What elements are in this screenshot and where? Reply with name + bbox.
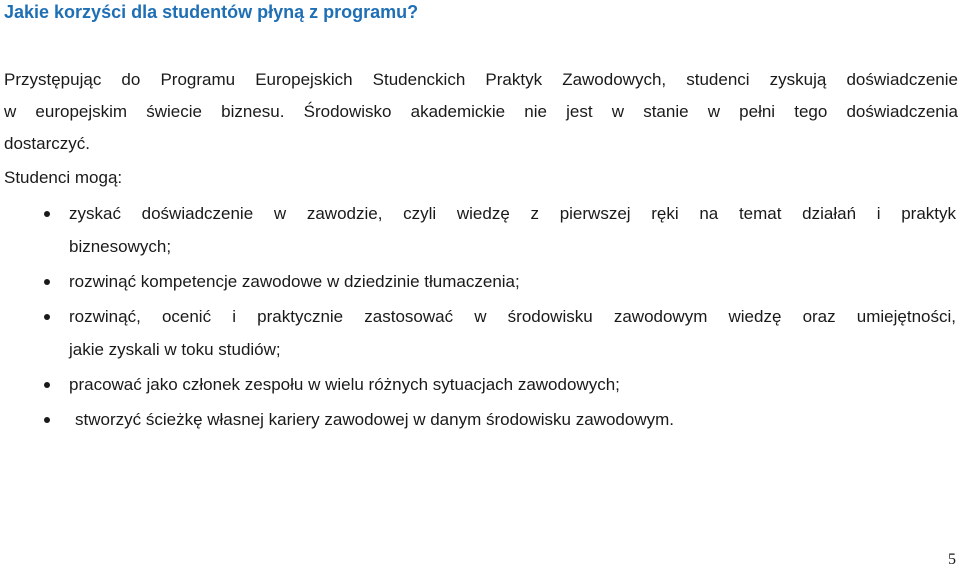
intro-line: dostarczyć.: [4, 134, 90, 153]
list-item-text-continued: biznesowych;: [69, 237, 172, 256]
list-item-text-continued: jakie zyskali w toku studiów;: [69, 340, 281, 359]
intro-paragraph: [4, 64, 958, 160]
list-item-text: zyskać doświadczenie w zawodzie, czyli wiedzę z pierwszej ręki na temat działań i praktyk: [69, 204, 956, 223]
benefits-list: [0, 197, 960, 438]
list-item-text: rozwinąć, ocenić i praktycznie zastosować w środowisku zawodowym wiedzę oraz umiejętności,: [69, 307, 956, 326]
bullet-icon: [44, 382, 50, 388]
list-item: [0, 265, 956, 298]
section-heading: Jakie korzyści dla studentów płyną z programu?: [4, 2, 419, 22]
list-item: [0, 403, 956, 436]
list-item-text: rozwinąć kompetencje zawodowe w dziedzinie tłumaczenia;: [69, 272, 520, 291]
intro-line: Przystępując do Programu Europejskich Studenckich Praktyk Zawodowych, studenci zyskują doświadczenie: [4, 70, 958, 89]
list-item: [0, 197, 956, 263]
list-item: [0, 368, 956, 401]
bullet-icon: [44, 417, 50, 423]
list-item-text: pracować jako członek zespołu w wielu różnych sytuacjach zawodowych;: [69, 375, 620, 394]
bullet-icon: [44, 314, 50, 320]
page-number: 5: [948, 551, 956, 568]
bullet-icon: [44, 211, 50, 217]
list-item-text: stworzyć ścieżkę własnej kariery zawodowej w danym środowisku zawodowym.: [75, 410, 674, 429]
bullet-icon: [44, 279, 50, 285]
intro-line: w europejskim świecie biznesu. Środowisko akademickie nie jest w stanie w pełni tego doświadczenia: [4, 102, 958, 121]
list-lead-text: Studenci mogą:: [4, 168, 123, 187]
list-item: [0, 300, 956, 366]
